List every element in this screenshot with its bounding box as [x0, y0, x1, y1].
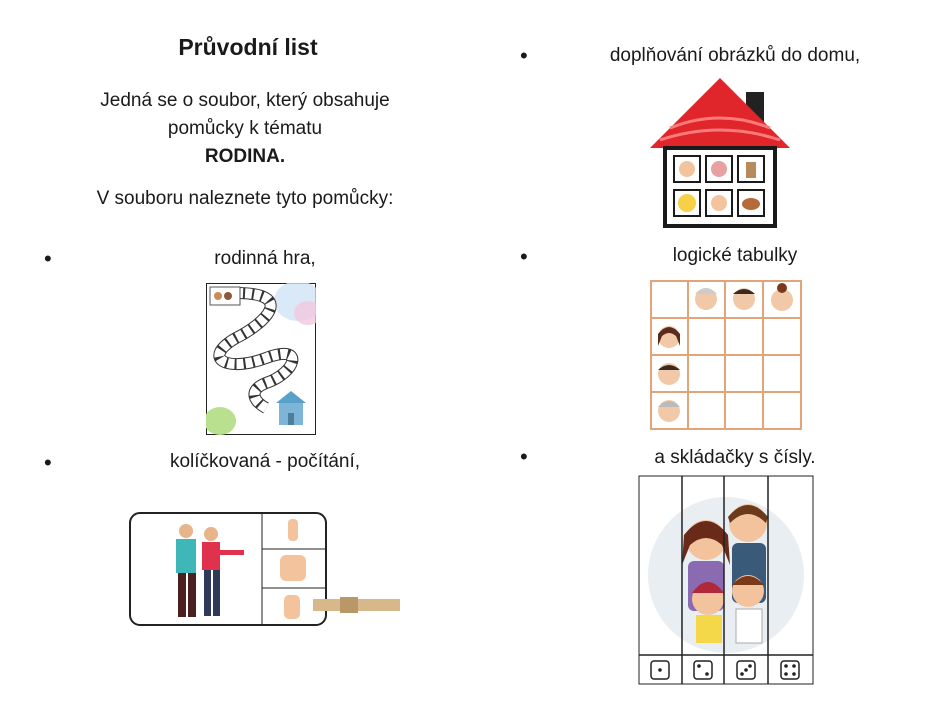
intro-line-1: Jedná se o soubor, který obsahuje: [100, 90, 390, 111]
number-puzzle-image: [638, 475, 814, 685]
item-label-family-game: rodinná hra,: [214, 248, 316, 269]
bullet-3: •: [520, 43, 528, 68]
house-image: [650, 78, 790, 228]
intro-text: [60, 87, 430, 171]
peg-counting-image: [128, 511, 402, 629]
bullet-1: •: [44, 246, 52, 271]
item-label-logic-tables: logické tabulky: [672, 245, 798, 266]
item-label-number-puzzles: a skládačky s čísly.: [654, 447, 816, 468]
family-game-image: [206, 283, 316, 435]
bullet-5: •: [520, 444, 528, 469]
logic-tables-image: [650, 280, 802, 430]
bullet-2: •: [44, 450, 52, 475]
intro-line-2: pomůcky k tématu: [167, 118, 323, 139]
item-label-peg-counting: kolíčkovaná - počítání,: [169, 451, 361, 472]
bullet-4: •: [520, 244, 528, 269]
list-intro: V souboru naleznete tyto pomůcky:: [96, 188, 394, 209]
page-title: Průvodní list: [178, 34, 318, 60]
item-label-house-pictures: doplňování obrázků do domu,: [609, 45, 861, 66]
intro-topic: RODINA.: [204, 146, 286, 167]
